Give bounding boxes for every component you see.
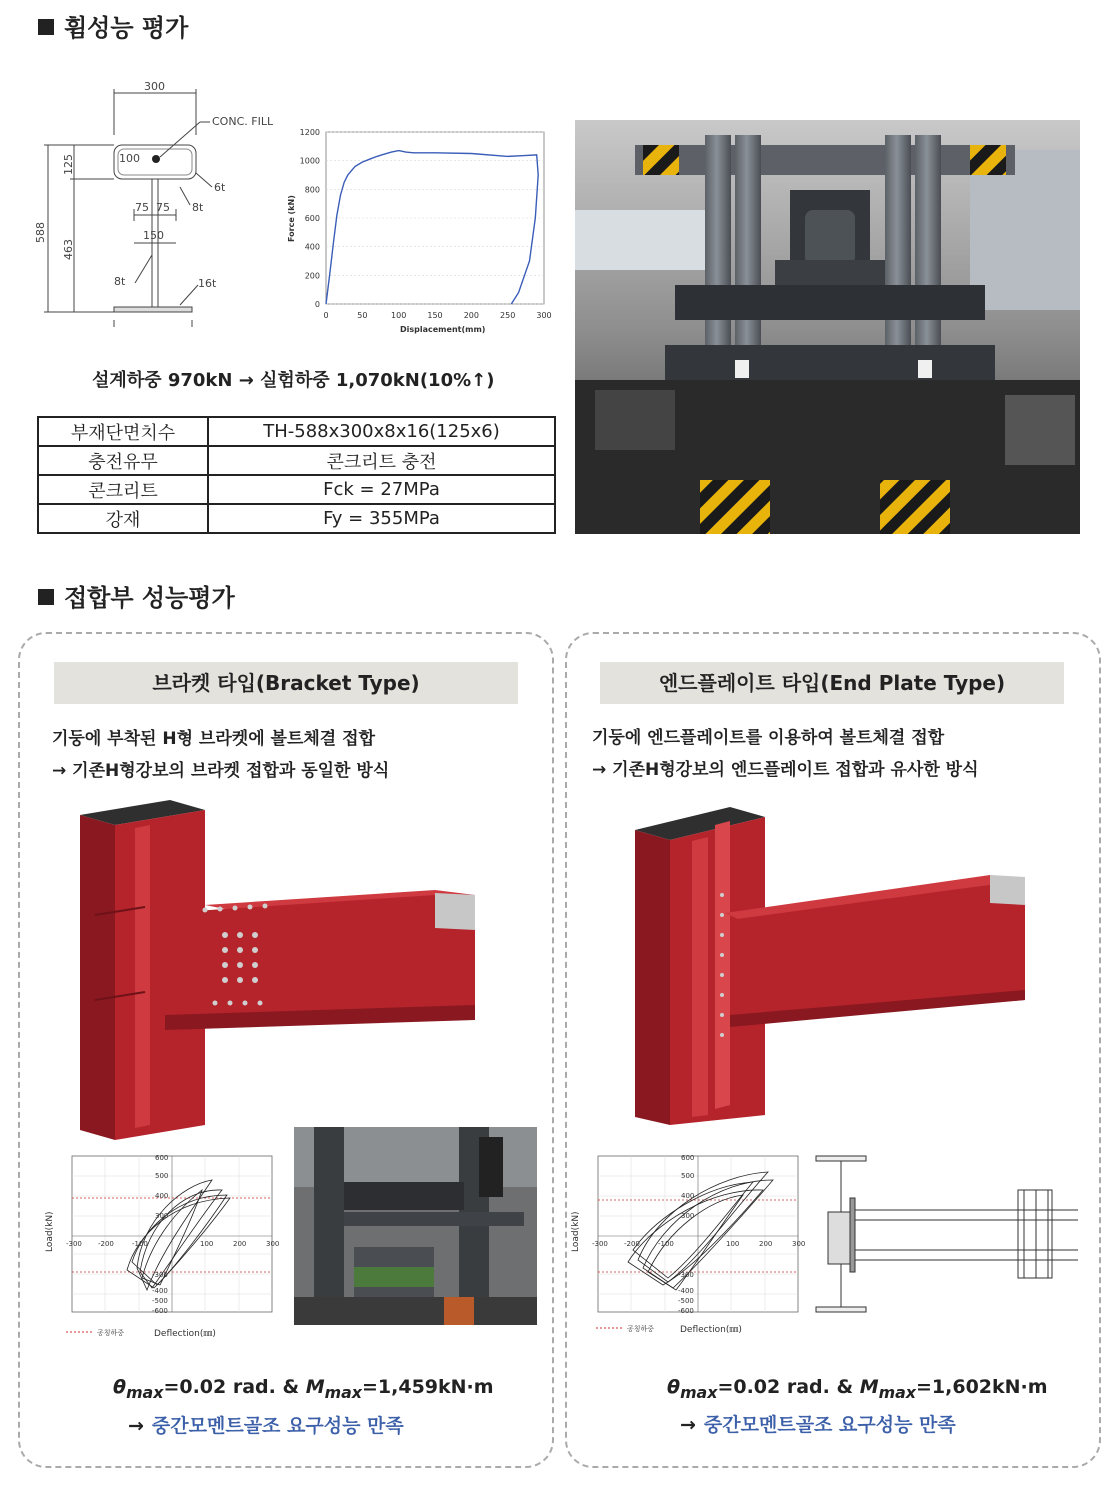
end-plate-joint-3d-model xyxy=(630,795,1040,1135)
bracket-type-title: 브라켓 타입(Bracket Type) xyxy=(54,662,518,704)
table-row xyxy=(38,504,555,533)
chart-y-tick: 200 xyxy=(304,271,320,281)
chart-x-tick: 0 xyxy=(323,311,329,320)
y-tick: -400 xyxy=(678,1287,694,1295)
y-tick: 500 xyxy=(681,1172,695,1180)
dim-75b: 75 xyxy=(156,201,170,214)
x-tick: -200 xyxy=(98,1240,114,1248)
spec-label: 강재 xyxy=(38,504,208,533)
arrow-icon: → xyxy=(128,1415,144,1437)
arrow-icon: → xyxy=(680,1414,696,1436)
x-tick: 200 xyxy=(233,1240,247,1248)
y-tick: 600 xyxy=(155,1154,169,1162)
square-bullet-icon xyxy=(38,589,54,605)
spec-label: 부재단면치수 xyxy=(38,417,208,446)
dim-conc-fill: CONC. FILL xyxy=(212,115,274,128)
bracket-joint-3d-model xyxy=(75,795,485,1145)
spec-value: Fy = 355MPa xyxy=(208,504,555,533)
design-load-text: 설계하중 970kN → 실험하중 1,070kN(10%↑) xyxy=(92,370,495,391)
endplate-result: $\theta_{max}=0.02$ rad. & $M_{max}=1,602kN\cdot m$ xyxy=(667,1376,1048,1402)
y-tick: 300 xyxy=(155,1212,169,1220)
bracket-test-photo xyxy=(294,1127,537,1325)
y-tick: 500 xyxy=(155,1172,169,1180)
y-tick: 400 xyxy=(681,1192,695,1200)
dim-6t: 6t xyxy=(214,181,226,194)
rebar-dot-icon xyxy=(152,155,160,163)
dim-8t-left: 8t xyxy=(114,275,126,288)
y-tick: -300 xyxy=(152,1271,168,1279)
dim-100: 100 xyxy=(119,152,140,165)
section-drawing xyxy=(30,75,290,335)
y-tick: -600 xyxy=(678,1307,694,1315)
dim-463: 463 xyxy=(62,239,75,260)
x-tick: -300 xyxy=(66,1240,82,1248)
dim-588: 588 xyxy=(34,222,47,243)
spec-value: 콘크리트 충전 xyxy=(208,446,555,475)
chart-x-tick: 100 xyxy=(391,311,407,320)
spec-label: 충전유무 xyxy=(38,446,208,475)
x-tick: 200 xyxy=(759,1240,773,1248)
bracket-satisfy: → 중간모멘트골조 요구성능 만족 xyxy=(128,1415,404,1437)
spec-value: Fck = 27MPa xyxy=(208,475,555,504)
chart-y-tick: 400 xyxy=(304,242,320,252)
chart-x-tick: 250 xyxy=(500,311,516,320)
test-rig-photo xyxy=(575,120,1080,534)
spec-label: 콘크리트 xyxy=(38,475,208,504)
bracket-desc-2: → 기존H형강보의 브라켓 접합과 동일한 방식 xyxy=(52,761,390,781)
dim-16t: 16t xyxy=(198,277,217,290)
chart-x-tick: 300 xyxy=(536,311,552,320)
end-plate-type-title: 엔드플레이트 타입(End Plate Type) xyxy=(600,662,1064,704)
endplate-desc-2: → 기존H형강보의 엔드플레이트 접합과 유사한 방식 xyxy=(592,760,979,780)
chart-x-tick: 200 xyxy=(463,311,479,320)
x-tick: 300 xyxy=(792,1240,806,1248)
dim-8t-right: 8t xyxy=(192,201,204,214)
endplate-satisfy: → 중간모멘트골조 요구성능 만족 xyxy=(680,1414,956,1436)
endplate-section-drawing xyxy=(812,1150,1082,1320)
chart-x-tick: 150 xyxy=(427,311,443,320)
chart-y-tick: 800 xyxy=(304,185,320,195)
y-tick: 600 xyxy=(681,1154,695,1162)
x-tick: -200 xyxy=(624,1240,640,1248)
endplate-desc-1: 기둥에 엔드플레이트를 이용하여 볼트체결 접합 xyxy=(592,728,945,748)
y-tick: -600 xyxy=(152,1307,168,1315)
table-row xyxy=(38,446,555,475)
dim-125: 125 xyxy=(62,154,75,175)
hysteresis-y-label: Load(kN) xyxy=(571,1211,581,1252)
chart-y-tick: 1200 xyxy=(299,128,320,137)
chart-y-tick: 600 xyxy=(304,214,320,223)
square-bullet-icon xyxy=(38,19,54,35)
y-tick: -500 xyxy=(152,1297,168,1305)
x-tick: -300 xyxy=(592,1240,608,1248)
flexural-section-title: 휨성능 평가 xyxy=(38,8,188,43)
hysteresis-legend: 공칭하중 xyxy=(627,1325,655,1333)
dim-150: 150 xyxy=(143,229,164,242)
spec-table xyxy=(37,416,556,534)
joint-section-title: 접합부 성능평가 xyxy=(38,578,235,613)
table-row xyxy=(38,417,555,446)
x-tick: -100 xyxy=(658,1240,674,1248)
chart-x-tick: 50 xyxy=(357,311,368,320)
force-displacement-chart xyxy=(282,120,562,345)
x-tick: -100 xyxy=(132,1240,148,1248)
y-tick: 300 xyxy=(681,1212,695,1220)
spec-value: TH-588x300x8x16(125x6) xyxy=(208,417,555,446)
chart-y-tick: 0 xyxy=(314,300,320,309)
x-tick: 300 xyxy=(266,1240,280,1248)
endplate-hysteresis-chart xyxy=(568,1150,808,1350)
chart-x-axis-label: Displacement(mm) xyxy=(400,325,486,334)
hysteresis-legend: 공칭하중 xyxy=(97,1329,125,1337)
table-row xyxy=(38,475,555,504)
x-tick: 100 xyxy=(726,1240,740,1248)
chart-y-tick: 1000 xyxy=(299,156,320,166)
dim-75a: 75 xyxy=(135,201,149,214)
y-tick: -500 xyxy=(678,1297,694,1305)
y-tick: 400 xyxy=(155,1192,169,1200)
chart-y-axis-label: Force (kN) xyxy=(287,195,296,242)
hysteresis-x-label: Deflection(㎜) xyxy=(154,1329,216,1339)
y-tick: -400 xyxy=(152,1287,168,1295)
hysteresis-x-label: Deflection(㎜) xyxy=(680,1325,742,1335)
hysteresis-y-label: Load(kN) xyxy=(45,1211,55,1252)
dim-300: 300 xyxy=(144,80,165,93)
y-tick: -300 xyxy=(678,1271,694,1279)
x-tick: 100 xyxy=(200,1240,214,1248)
bracket-result: $\theta_{max}=0.02$ rad. & $M_{max}=1,459kN\cdot m$ xyxy=(113,1376,494,1402)
bracket-hysteresis-chart xyxy=(42,1150,282,1350)
bracket-desc-1: 기둥에 부착된 H형 브라켓에 볼트체결 접합 xyxy=(52,729,375,749)
